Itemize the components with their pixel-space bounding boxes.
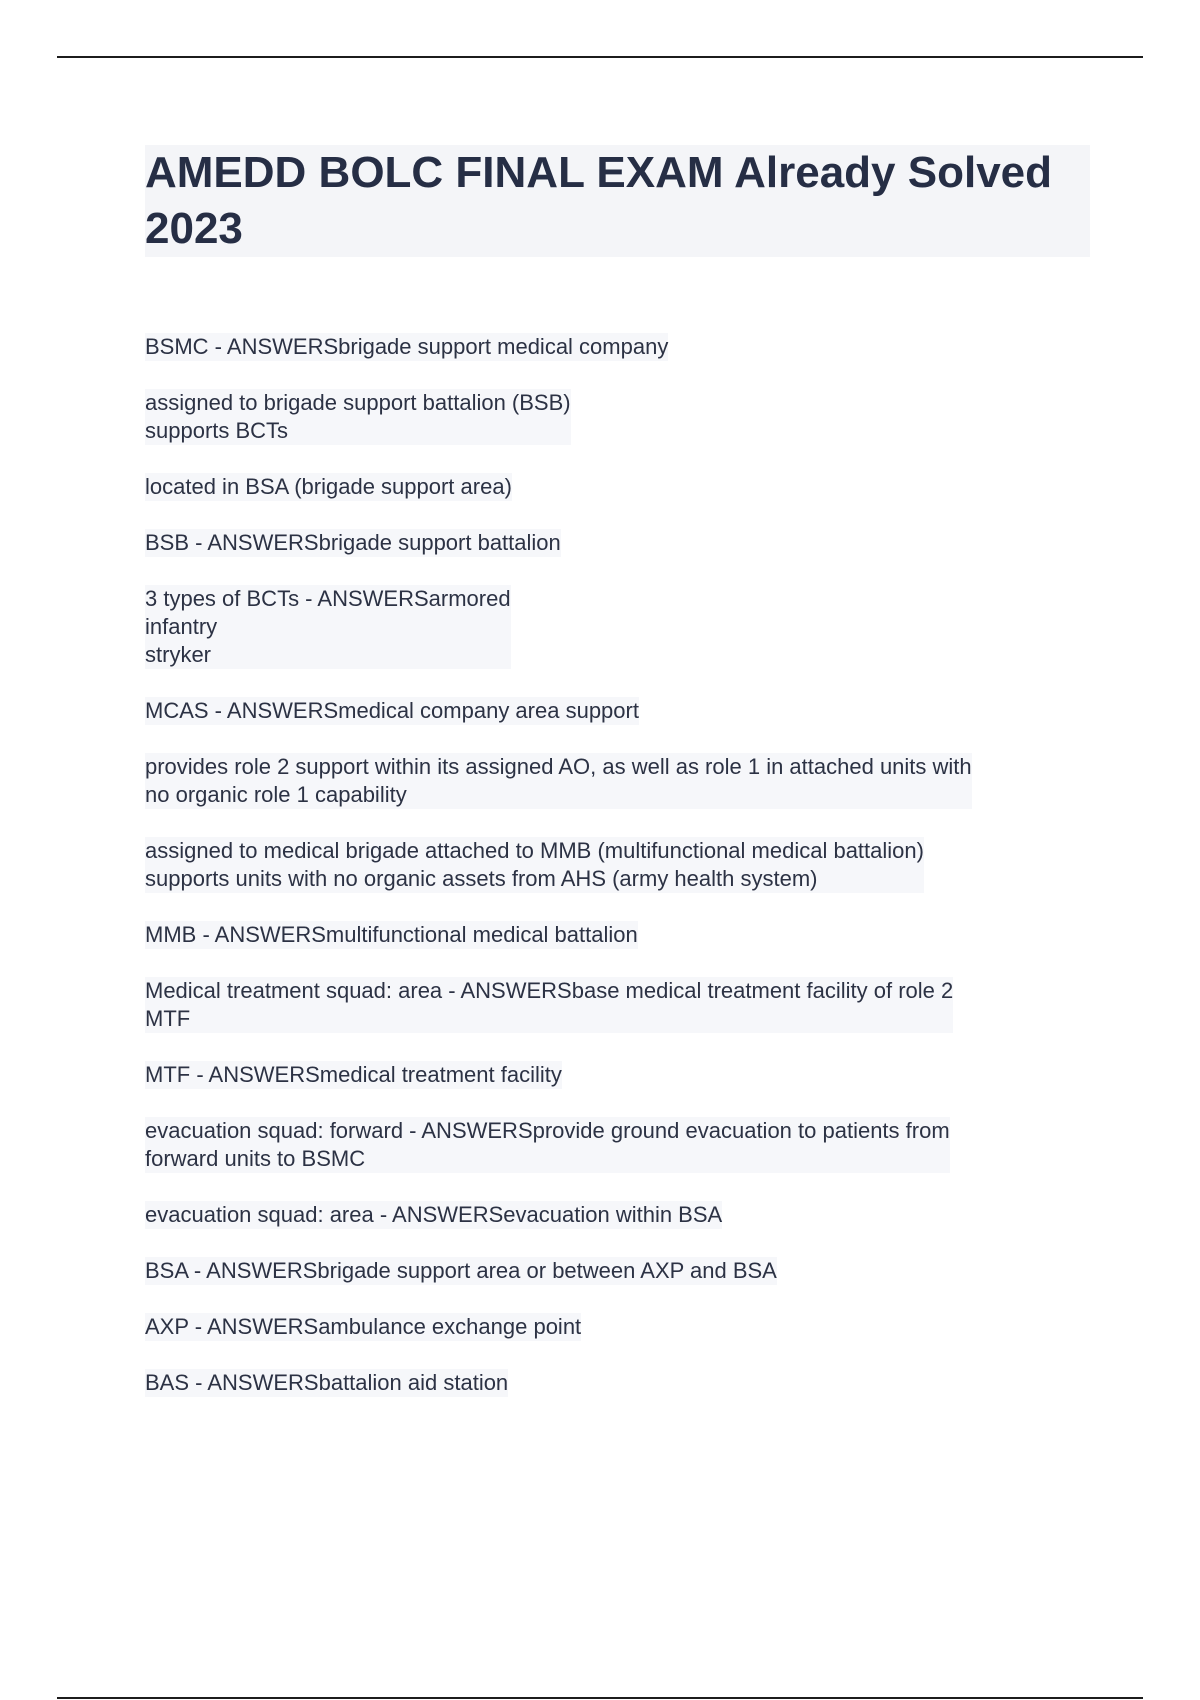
list-item (145, 1257, 1090, 1285)
list-item (145, 977, 1090, 1033)
qa-entry: assigned to medical brigade attached to MMB (multifunctional medical battalion) supports units with no organic assets from AHS (army health system) (145, 838, 924, 891)
title-block (145, 145, 1090, 257)
qa-entry: 3 types of BCTs - ANSWERSarmored infantry stryker (145, 586, 511, 667)
list-item (145, 1313, 1090, 1341)
qa-entry: MCAS - ANSWERSmedical company area support (145, 698, 639, 723)
list-item (145, 473, 1090, 501)
qa-entry: BSB - ANSWERSbrigade support battalion (145, 530, 561, 555)
list-item (145, 585, 1090, 669)
qa-entry: BAS - ANSWERSbattalion aid station (145, 1370, 509, 1395)
list-item (145, 333, 1090, 361)
qa-entry: provides role 2 support within its assigned AO, as well as role 1 in attached units with no organic role 1 capability (145, 754, 972, 807)
list-item (145, 753, 1090, 809)
list-item (145, 1117, 1090, 1173)
list-item (145, 1061, 1090, 1089)
list-item (145, 1369, 1090, 1397)
list-item (145, 697, 1090, 725)
list-item (145, 837, 1090, 893)
qa-entry: BSA - ANSWERSbrigade support area or between AXP and BSA (145, 1258, 777, 1283)
list-item (145, 389, 1090, 445)
qa-entry: evacuation squad: area - ANSWERSevacuation within BSA (145, 1202, 723, 1227)
qa-entry: MMB - ANSWERSmultifunctional medical battalion (145, 922, 638, 947)
qa-entry: assigned to brigade support battalion (BSB) supports BCTs (145, 390, 571, 443)
document-body (145, 145, 1090, 1425)
header-rule (57, 56, 1143, 58)
list-item (145, 529, 1090, 557)
list-item (145, 1201, 1090, 1229)
list-item (145, 921, 1090, 949)
qa-entry: located in BSA (brigade support area) (145, 474, 512, 499)
page-title: AMEDD BOLC FINAL EXAM Already Solved 2023 (145, 148, 1053, 253)
footer-rule (57, 1697, 1143, 1699)
qa-list (145, 333, 1090, 1397)
qa-entry: evacuation squad: forward - ANSWERSprovide ground evacuation to patients from forward units to BSMC (145, 1118, 950, 1171)
qa-entry: AXP - ANSWERSambulance exchange point (145, 1314, 582, 1339)
qa-entry: MTF - ANSWERSmedical treatment facility (145, 1062, 562, 1087)
qa-entry: BSMC - ANSWERSbrigade support medical company (145, 334, 669, 359)
qa-entry: Medical treatment squad: area - ANSWERSbase medical treatment facility of role 2 MTF (145, 978, 954, 1031)
